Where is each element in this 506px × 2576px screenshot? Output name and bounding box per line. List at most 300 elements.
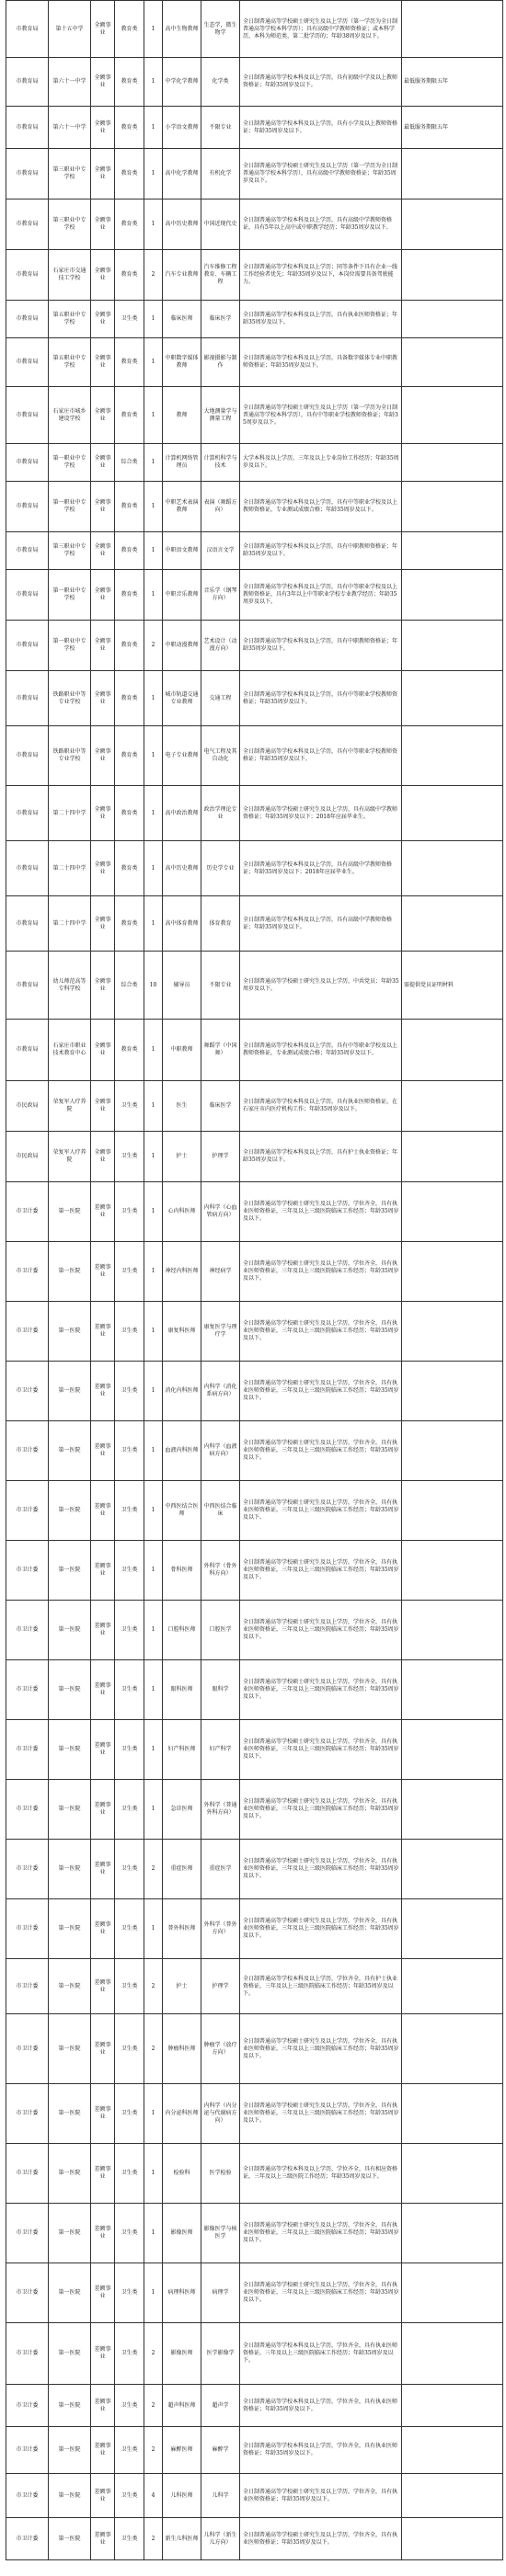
cell-employer: 第一医院	[49, 1899, 91, 1959]
table-row	[6, 786, 503, 841]
cell-post-category: 卫生类	[115, 2014, 144, 2084]
cell-major: 外科学（普通外科方向）	[201, 1780, 240, 1840]
cell-major: 内科学（内分泌与代谢病方向）	[201, 2084, 240, 2144]
cell-requirements: 全日制普通高等学校本科及以上学历，学位齐全，具有执业医师资格证；年龄35周岁及以下。	[240, 2427, 402, 2474]
cell-major: 病理学	[201, 2263, 240, 2323]
cell-requirements: 全日制普通高等学校硕士研究生及以上学历，学位齐全，具有执业医师资格证，三年及以上三级医院临床工作经历；年龄35周岁及以下。	[240, 1899, 402, 1959]
cell-funding-type: 差额事业	[91, 2323, 115, 2385]
table-row	[6, 621, 503, 671]
cell-major: 内科学（消化系病方向）	[201, 1362, 240, 1421]
cell-major: 中国近现代史	[201, 199, 240, 250]
cell-major: 护理学	[201, 1132, 240, 1182]
cell-remarks	[402, 2204, 503, 2263]
cell-funding-type: 差额事业	[91, 1481, 115, 1541]
cell-post-name: 医生	[163, 1081, 201, 1132]
cell-post-name: 急诊医师	[163, 1780, 201, 1840]
cell-headcount: 10	[144, 952, 163, 1020]
cell-post-category: 卫生类	[115, 1840, 144, 1899]
cell-headcount: 1	[144, 1362, 163, 1421]
cell-post-name: 高中体育教师	[163, 896, 201, 952]
cell-funding-type: 差额事业	[91, 2518, 115, 2560]
cell-department: 市卫计委	[6, 1541, 49, 1601]
cell-employer: 第一医院	[49, 2385, 91, 2427]
cell-post-name: 高中历史教师	[163, 199, 201, 250]
cell-headcount: 1	[144, 1302, 163, 1362]
table-row	[6, 952, 503, 1020]
cell-requirements: 全日制普通高等学校硕士研究生及以上学历，学位齐全，具有执业医师资格证；年龄35周岁及以下。	[240, 2474, 402, 2518]
cell-headcount: 1	[144, 1242, 163, 1302]
cell-department: 市教育局	[6, 1020, 49, 1081]
cell-post-category: 卫生类	[115, 1720, 144, 1780]
cell-major: 外科学（骨外科方向）	[201, 1541, 240, 1601]
cell-requirements: 全日制普通高等学校本科及以上学历，具有中等职业学校教师资格证；年龄35周岁及以下。	[240, 671, 402, 726]
cell-employer: 第一医院	[49, 1720, 91, 1780]
cell-funding-type: 全额事业	[91, 250, 115, 301]
cell-post-category: 教育类	[115, 896, 144, 952]
cell-department: 市教育局	[6, 532, 49, 570]
cell-post-category: 教育类	[115, 1020, 144, 1081]
table-row	[6, 107, 503, 149]
cell-funding-type: 全额事业	[91, 444, 115, 482]
cell-department: 市教育局	[6, 726, 49, 786]
cell-post-category: 教育类	[115, 621, 144, 671]
cell-major: 神经病学	[201, 1242, 240, 1302]
cell-funding-type: 差额事业	[91, 2427, 115, 2474]
cell-remarks	[402, 2084, 503, 2144]
cell-requirements: 全日制普通高等学校本科及以上学历，具有中职教师资格证；年龄35周岁及以下。	[240, 532, 402, 570]
cell-headcount: 2	[144, 2385, 163, 2427]
cell-remarks	[402, 1020, 503, 1081]
cell-requirements: 全日制普通高等学校本科及以上学历；同等条件下具有企业一线工作经验者优先；年龄35周岁及以下，本岗位需要具备驾驶能力。	[240, 250, 402, 301]
cell-funding-type: 差额事业	[91, 2204, 115, 2263]
cell-funding-type: 差额事业	[91, 2474, 115, 2518]
cell-headcount: 2	[144, 250, 163, 301]
table-row	[6, 2144, 503, 2204]
cell-remarks	[402, 726, 503, 786]
cell-remarks	[402, 444, 503, 482]
cell-major: 大地测量学与测量工程	[201, 387, 240, 444]
cell-requirements: 全日制普通高等学校硕士研究生及以上学历（第一学历为全日制普通高等学校本科学历），具有高级中学教师资格证；年龄35周岁及以下。	[240, 149, 402, 199]
cell-requirements: 全日制普通高等学校硕士研究生及以上学历，具有高级中学教师资格证；年龄35周岁及以下；2018年应届毕业生。	[240, 786, 402, 841]
cell-post-category: 教育类	[115, 149, 144, 199]
cell-remarks	[402, 1780, 503, 1840]
cell-funding-type: 差额事业	[91, 2263, 115, 2323]
cell-headcount: 2	[144, 621, 163, 671]
cell-department: 市卫计委	[6, 1242, 49, 1302]
cell-remarks	[402, 2144, 503, 2204]
cell-post-name: 城市轨道交通专业教师	[163, 671, 201, 726]
cell-department: 市教育局	[6, 301, 49, 338]
cell-remarks	[402, 621, 503, 671]
cell-major: 临床医学	[201, 301, 240, 338]
table-row	[6, 2474, 503, 2518]
cell-funding-type: 全额事业	[91, 1081, 115, 1132]
cell-post-category: 卫生类	[115, 1182, 144, 1242]
cell-post-name: 影像医师	[163, 2323, 201, 2385]
table-row	[6, 1182, 503, 1242]
cell-department: 市教育局	[6, 952, 49, 1020]
cell-major: 影像医学与核医学	[201, 2204, 240, 2263]
cell-headcount: 1	[144, 1182, 163, 1242]
cell-remarks	[402, 1541, 503, 1601]
cell-major: 护理学	[201, 1959, 240, 2014]
cell-funding-type: 全额事业	[91, 338, 115, 387]
cell-funding-type: 全额事业	[91, 570, 115, 621]
cell-headcount: 1	[144, 2204, 163, 2263]
cell-headcount: 1	[144, 107, 163, 149]
cell-requirements: 全日制普通高等学校本科及以上学历，具有中等职业学校及以上教师资格证，专业测试成绩合格；年龄35周岁及以下。	[240, 1020, 402, 1081]
cell-headcount: 1	[144, 1, 163, 58]
cell-post-name: 中学化学教师	[163, 58, 201, 107]
cell-major: 麻醉学	[201, 2427, 240, 2474]
cell-requirements: 全日制普通高等学校硕士研究生及以上学历（第一学历为全日制普通高等学校本科学历）；具有高级中学教师资格证；或本科学历，本科为师范类、第二批学历的；年龄38周岁及以下。	[240, 1, 402, 58]
cell-post-name: 中职音乐教师	[163, 570, 201, 621]
cell-employer: 第一医院	[49, 2323, 91, 2385]
cell-post-name: 临床医师	[163, 301, 201, 338]
table-row	[6, 2014, 503, 2084]
cell-employer: 第一医院	[49, 1840, 91, 1899]
cell-post-category: 教育类	[115, 671, 144, 726]
cell-funding-type: 差额事业	[91, 1362, 115, 1421]
cell-post-category: 卫生类	[115, 2474, 144, 2518]
cell-headcount: 1	[144, 1660, 163, 1720]
cell-department: 市教育局	[6, 444, 49, 482]
cell-headcount: 2	[144, 1959, 163, 2014]
cell-requirements: 全日制普通高等学校硕士研究生及以上学历，学位齐全，具有执业医师资格证，三年及以上三级医院临床工作经历；年龄35周岁及以下。	[240, 1362, 402, 1421]
table-row	[6, 387, 503, 444]
cell-post-category: 卫生类	[115, 2427, 144, 2474]
cell-major: 超声学	[201, 2385, 240, 2427]
cell-department: 市卫计委	[6, 2385, 49, 2427]
cell-department: 市教育局	[6, 786, 49, 841]
cell-employer: 第十五中学	[49, 1, 91, 58]
cell-major: 临床医学	[201, 1081, 240, 1132]
table-row	[6, 1302, 503, 1362]
cell-post-name: 高中化学教师	[163, 149, 201, 199]
cell-requirements: 全日制普通高等学校本科及以上学历，学位齐全，具有执业医师资格证；年龄35周岁及以下。	[240, 2385, 402, 2427]
cell-requirements: 全日制普通高等学校硕士研究生及以上学历，学位齐全，具有执业医师资格证，三年及以上三级医院临床工作经历；年龄35周岁及以下。	[240, 1421, 402, 1481]
cell-employer: 第一医院	[49, 1959, 91, 2014]
table-row	[6, 58, 503, 107]
cell-major: 医学影像学	[201, 2323, 240, 2385]
cell-funding-type: 差额事业	[91, 2084, 115, 2144]
cell-requirements: 全日制普通高等学校硕士研究生及以上学历，学位齐全，具有执业医师资格证，三年及以上三级医院临床工作经历；年龄35周岁及以下。	[240, 2014, 402, 2084]
cell-post-category: 卫生类	[115, 2323, 144, 2385]
cell-post-category: 教育类	[115, 107, 144, 149]
cell-post-category: 教育类	[115, 58, 144, 107]
cell-employer: 第三职业中专学校	[49, 532, 91, 570]
cell-major: 音乐学（钢琴方向）	[201, 570, 240, 621]
cell-funding-type: 全额事业	[91, 952, 115, 1020]
cell-department: 市卫计委	[6, 1780, 49, 1840]
cell-major: 中西医结合临床	[201, 1481, 240, 1541]
cell-post-name: 病理科医师	[163, 2263, 201, 2323]
cell-funding-type: 全额事业	[91, 482, 115, 532]
cell-post-name: 辅导员	[163, 952, 201, 1020]
cell-requirements: 全日制普通高等学校硕士研究生及以上学历，学位齐全，具有执业医师资格证，三年及以上三级医院临床工作经历；年龄35周岁及以下。	[240, 1541, 402, 1601]
cell-post-name: 麻醉医师	[163, 2427, 201, 2474]
cell-major: 汉语言文学	[201, 532, 240, 570]
cell-requirements: 全日制普通高等学校硕士研究生及以上学历，学位齐全，具有执业医师资格证，三年及以上三级医院临床工作经历；年龄35周岁及以下。	[240, 1481, 402, 1541]
cell-post-name: 普外科医师	[163, 1899, 201, 1959]
cell-post-name: 教师	[163, 387, 201, 444]
cell-employer: 荣复军人疗养院	[49, 1081, 91, 1132]
table-row	[6, 1660, 503, 1720]
table-row	[6, 896, 503, 952]
table-row	[6, 1541, 503, 1601]
cell-employer: 荣复军人疗养院	[49, 1132, 91, 1182]
cell-post-name: 消化内科医师	[163, 1362, 201, 1421]
cell-remarks	[402, 2323, 503, 2385]
cell-funding-type: 差额事业	[91, 1780, 115, 1840]
table-row	[6, 1481, 503, 1541]
cell-post-category: 教育类	[115, 250, 144, 301]
cell-headcount: 2	[144, 2427, 163, 2474]
cell-major: 交通工程	[201, 671, 240, 726]
cell-employer: 第一职业中专学校	[49, 621, 91, 671]
cell-employer: 铁路职业中等专业学校	[49, 671, 91, 726]
cell-post-category: 卫生类	[115, 2144, 144, 2204]
cell-headcount: 1	[144, 338, 163, 387]
cell-post-name: 高中生物教师	[163, 1, 201, 58]
cell-funding-type: 全额事业	[91, 301, 115, 338]
cell-post-category: 卫生类	[115, 1242, 144, 1302]
cell-post-name: 护士	[163, 1132, 201, 1182]
cell-department: 市教育局	[6, 199, 49, 250]
cell-major: 内科学（血液病方向）	[201, 1421, 240, 1481]
cell-headcount: 1	[144, 671, 163, 726]
cell-post-name: 血液内科医师	[163, 1421, 201, 1481]
cell-major: 化学类	[201, 58, 240, 107]
cell-department: 市教育局	[6, 896, 49, 952]
cell-post-name: 心内科医师	[163, 1182, 201, 1242]
cell-requirements: 全日制普通高等学校硕士研究生及以上学历，学位齐全，具有执业医师资格证，三年及以上三级医院临床工作经历；年龄35周岁及以下。	[240, 1720, 402, 1780]
cell-remarks	[402, 2263, 503, 2323]
cell-employer: 第六十一中学	[49, 107, 91, 149]
cell-post-category: 卫生类	[115, 1421, 144, 1481]
cell-post-category: 综合类	[115, 952, 144, 1020]
cell-department: 市卫计委	[6, 2144, 49, 2204]
table-row	[6, 671, 503, 726]
cell-remarks	[402, 1081, 503, 1132]
table-row	[6, 301, 503, 338]
cell-employer: 第一职业中专学校	[49, 570, 91, 621]
cell-employer: 第一医院	[49, 1182, 91, 1242]
cell-headcount: 1	[144, 2084, 163, 2144]
cell-post-category: 卫生类	[115, 1660, 144, 1720]
recruitment-table-body	[6, 1, 503, 2560]
cell-post-category: 教育类	[115, 1, 144, 58]
cell-headcount: 1	[144, 726, 163, 786]
cell-remarks	[402, 1132, 503, 1182]
cell-department: 市卫计委	[6, 1421, 49, 1481]
cell-employer: 第一医院	[49, 2263, 91, 2323]
cell-employer: 幼儿师范高等专科学校	[49, 952, 91, 1020]
cell-employer: 第一医院	[49, 1541, 91, 1601]
cell-headcount: 1	[144, 2263, 163, 2323]
cell-remarks: 最低服务期限五年	[402, 58, 503, 107]
cell-department: 市卫计委	[6, 2204, 49, 2263]
cell-post-category: 教育类	[115, 570, 144, 621]
cell-remarks: 需提供党员证明材料	[402, 952, 503, 1020]
table-row	[6, 1840, 503, 1899]
cell-post-name: 中西医结合医师	[163, 1481, 201, 1541]
cell-employer: 第一医院	[49, 1362, 91, 1421]
cell-post-category: 教育类	[115, 786, 144, 841]
cell-employer: 第一医院	[49, 1601, 91, 1660]
cell-post-name: 康复科医师	[163, 1302, 201, 1362]
cell-post-name: 计算机网络管理员	[163, 444, 201, 482]
cell-requirements: 全日制普通高等学校硕士研究生及以上学历，学位齐全，具有执业医师资格证，三年及以上三级医院临床工作经历；年龄35周岁及以下。	[240, 1302, 402, 1362]
cell-remarks	[402, 2014, 503, 2084]
cell-major: 外科学（普外方向）	[201, 1899, 240, 1959]
table-row	[6, 338, 503, 387]
cell-headcount: 1	[144, 482, 163, 532]
cell-headcount: 1	[144, 58, 163, 107]
cell-post-name: 内分泌科医师	[163, 2084, 201, 2144]
cell-remarks	[402, 1899, 503, 1959]
cell-major: 生态学，微生物学	[201, 1, 240, 58]
cell-headcount: 1	[144, 1132, 163, 1182]
cell-post-name: 小学语文教师	[163, 107, 201, 149]
cell-post-category: 教育类	[115, 387, 144, 444]
cell-post-name: 检验科	[163, 2144, 201, 2204]
cell-post-category: 卫生类	[115, 1899, 144, 1959]
cell-remarks	[402, 2518, 503, 2560]
cell-funding-type: 全额事业	[91, 149, 115, 199]
cell-employer: 第一职业中专学校	[49, 482, 91, 532]
cell-funding-type: 全额事业	[91, 896, 115, 952]
cell-funding-type: 差额事业	[91, 2144, 115, 2204]
cell-major: 口腔医学	[201, 1601, 240, 1660]
cell-post-category: 卫生类	[115, 2084, 144, 2144]
cell-employer: 第一医院	[49, 1242, 91, 1302]
table-row	[6, 199, 503, 250]
cell-requirements: 全日制普通高等学校硕士研究生及以上学历，学位齐全，具有执业医师资格证，三年及以上三级医院临床工作经历；年龄35周岁及以下。	[240, 1840, 402, 1899]
cell-major: 内科学（心血管病方向）	[201, 1182, 240, 1242]
cell-remarks	[402, 2474, 503, 2518]
cell-major: 有机化学	[201, 149, 240, 199]
cell-department: 市教育局	[6, 1, 49, 58]
cell-requirements: 全日制普通高等学校本科及以上学历，具有中等职业学校及以上教师资格证，具有3年以上中等职业学校专业教学经历；年龄35周岁及以下。	[240, 570, 402, 621]
cell-department: 市卫计委	[6, 1660, 49, 1720]
cell-employer: 第一医院	[49, 2427, 91, 2474]
table-row	[6, 726, 503, 786]
cell-employer: 第一医院	[49, 2014, 91, 2084]
cell-funding-type: 全额事业	[91, 786, 115, 841]
cell-major: 影视摄影与制作	[201, 338, 240, 387]
cell-requirements: 全日制普通高等学校本科及以上学历，具有护士执业资格证；年龄35周岁及以下。	[240, 1132, 402, 1182]
cell-requirements: 全日制普通高等学校本科及以上学历，具有高级中学教师资格证，具有5年以上高中或中职教学经历；年龄35周岁及以下。	[240, 199, 402, 250]
cell-remarks	[402, 896, 503, 952]
cell-department: 市卫计委	[6, 1302, 49, 1362]
cell-requirements: 全日制普通高等学校本科及以上学历，具有中等职业学校教师资格证；年龄35周岁及以下。	[240, 726, 402, 786]
cell-major: 儿科学	[201, 2474, 240, 2518]
cell-requirements: 全日制普通高等学校本科及以上学历，具有执业医师资格证，在石家庄市内医疗机构工作；年龄35周岁及以下。	[240, 1081, 402, 1132]
cell-funding-type: 差额事业	[91, 2385, 115, 2427]
cell-remarks	[402, 2427, 503, 2474]
table-row	[6, 1242, 503, 1302]
cell-headcount: 1	[144, 1601, 163, 1660]
cell-major: 表演（舞蹈方向）	[201, 482, 240, 532]
cell-headcount: 1	[144, 570, 163, 621]
cell-major: 舞蹈学（中国舞）	[201, 1020, 240, 1081]
cell-department: 市教育局	[6, 841, 49, 896]
cell-department: 市卫计委	[6, 2474, 49, 2518]
cell-funding-type: 差额事业	[91, 1959, 115, 2014]
cell-headcount: 1	[144, 1020, 163, 1081]
cell-headcount: 4	[144, 2474, 163, 2518]
cell-remarks	[402, 1, 503, 58]
table-row	[6, 1362, 503, 1421]
cell-employer: 第一医院	[49, 1780, 91, 1840]
cell-post-category: 卫生类	[115, 1959, 144, 2014]
cell-employer: 第一医院	[49, 1421, 91, 1481]
cell-employer: 第一职业中专学校	[49, 444, 91, 482]
cell-headcount: 1	[144, 532, 163, 570]
cell-department: 市教育局	[6, 107, 49, 149]
cell-remarks	[402, 149, 503, 199]
cell-post-category: 卫生类	[115, 2263, 144, 2323]
table-row	[6, 532, 503, 570]
cell-remarks	[402, 1720, 503, 1780]
cell-employer: 石家庄市职业技术教育中心	[49, 1020, 91, 1081]
cell-department: 市教育局	[6, 570, 49, 621]
cell-headcount: 1	[144, 1899, 163, 1959]
cell-post-category: 综合类	[115, 444, 144, 482]
cell-department: 市卫计委	[6, 2518, 49, 2560]
cell-post-category: 卫生类	[115, 2204, 144, 2263]
cell-requirements: 全日制普通高等学校本科及以上学历，具有初级中学及以上教师资格证；年龄35周岁及以下。	[240, 58, 402, 107]
cell-post-category: 卫生类	[115, 1481, 144, 1541]
cell-requirements: 全日制普通高等学校本科及以上学历，具有中等职业学校及以上教师资格证，专业测试成绩合格；年龄35周岁及以下。	[240, 482, 402, 532]
cell-post-name: 新生儿科医师	[163, 2518, 201, 2560]
cell-remarks	[402, 841, 503, 896]
cell-employer: 第二十四中学	[49, 841, 91, 896]
cell-requirements: 全日制普通高等学校本科及以上学历，具有高级中学教师资格证；年龄35周岁及以下。	[240, 896, 402, 952]
cell-department: 市教育局	[6, 387, 49, 444]
cell-remarks	[402, 2385, 503, 2427]
cell-post-category: 教育类	[115, 726, 144, 786]
table-row	[6, 1959, 503, 2014]
cell-post-category: 教育类	[115, 532, 144, 570]
cell-funding-type: 全额事业	[91, 387, 115, 444]
cell-employer: 第五职业中专学校	[49, 338, 91, 387]
cell-remarks: 最低服务期限五年	[402, 107, 503, 149]
cell-post-category: 卫生类	[115, 1541, 144, 1601]
cell-department: 市教育局	[6, 58, 49, 107]
cell-department: 市教育局	[6, 671, 49, 726]
cell-funding-type: 差额事业	[91, 1541, 115, 1601]
table-row	[6, 482, 503, 532]
table-row	[6, 2263, 503, 2323]
cell-headcount: 1	[144, 1421, 163, 1481]
cell-employer: 第一医院	[49, 2084, 91, 2144]
cell-requirements: 全日制普通高等学校本科及以上学历，学位齐全，具有执业医师资格证，三年及以上三级医院临床工作经历；年龄35周岁及以下。	[240, 2323, 402, 2385]
cell-remarks	[402, 1959, 503, 2014]
cell-major: 肿瘤学（放疗方向）	[201, 2014, 240, 2084]
cell-employer: 石家庄市城乡建设学校	[49, 387, 91, 444]
cell-department: 市教育局	[6, 338, 49, 387]
table-row	[6, 444, 503, 482]
cell-post-name: 儿科医师	[163, 2474, 201, 2518]
cell-post-category: 教育类	[115, 482, 144, 532]
cell-post-category: 卫生类	[115, 2518, 144, 2560]
cell-employer: 第一医院	[49, 1660, 91, 1720]
cell-remarks	[402, 671, 503, 726]
cell-major: 艺术设计（动漫方向）	[201, 621, 240, 671]
table-row	[6, 1780, 503, 1840]
